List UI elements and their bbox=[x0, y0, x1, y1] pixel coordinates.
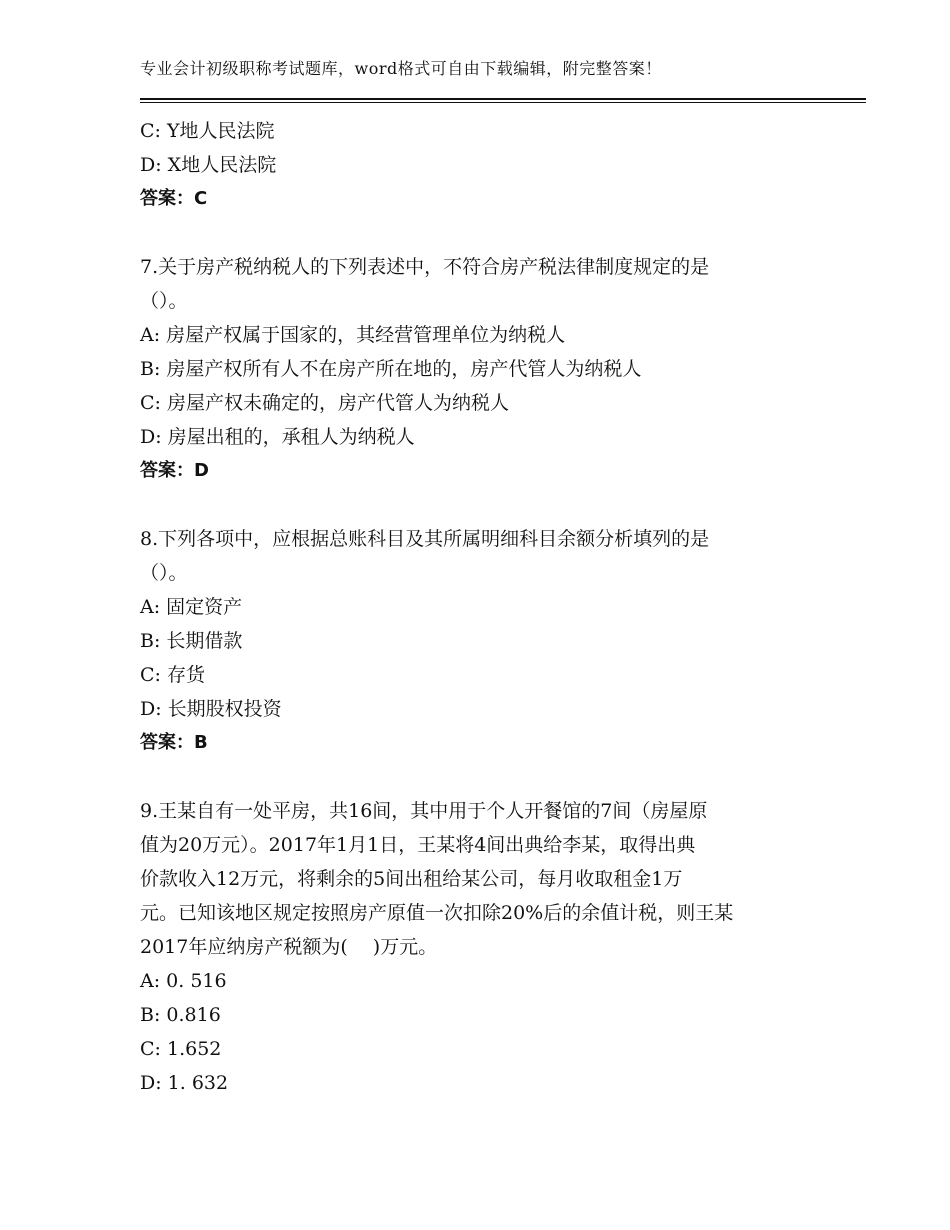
question-7-block bbox=[140, 250, 820, 488]
question-stem-continuation: 价款收入12万元，将剩余的5间出租给某公司，每月收取租金1万 bbox=[140, 868, 683, 890]
option-a: A: 0. 516 bbox=[140, 970, 227, 992]
spacer bbox=[140, 488, 820, 522]
question-stem-continuation: （）。 bbox=[140, 562, 188, 584]
question-9-block bbox=[140, 794, 820, 1100]
option-c: C: 房屋产权未确定的，房产代管人为纳税人 bbox=[140, 392, 509, 414]
option-d: D: 长期股权投资 bbox=[140, 698, 282, 720]
answer-line: 答案：D bbox=[140, 460, 209, 481]
option-d: D: 1. 632 bbox=[140, 1072, 229, 1094]
option-a: A: 房屋产权属于国家的，其经营管理单位为纳税人 bbox=[140, 324, 566, 346]
question-stem: 9.王某自有一处平房，共16间，其中用于个人开餐馆的7间（房屋原 bbox=[140, 800, 708, 822]
header-rule-thin bbox=[140, 102, 866, 103]
option-a: A: 固定资产 bbox=[140, 596, 243, 618]
question-stem-continuation: 元。已知该地区规定按照房产原值一次扣除20%后的余值计税，则王某 bbox=[140, 902, 734, 924]
answer-line: 答案：B bbox=[140, 732, 208, 753]
header-rule-thick bbox=[140, 98, 866, 100]
option-c: C: Y地人民法院 bbox=[140, 120, 275, 142]
option-c: C: 存货 bbox=[140, 664, 205, 686]
question-stem-continuation: 2017年应纳房产税额为( )万元。 bbox=[140, 936, 438, 958]
option-b: B: 长期借款 bbox=[140, 630, 243, 652]
question-8-block bbox=[140, 522, 820, 760]
question-stem: 8.下列各项中，应根据总账科目及其所属明细科目余额分析填列的是 bbox=[140, 528, 710, 550]
question-stem: 7.关于房产税纳税人的下列表述中，不符合房产税法律制度规定的是 bbox=[140, 256, 710, 278]
option-d: D: X地人民法院 bbox=[140, 154, 277, 176]
option-b: B: 房屋产权所有人不在房产所在地的，房产代管人为纳税人 bbox=[140, 358, 642, 380]
question-stem-continuation: （）。 bbox=[140, 290, 188, 312]
question-content bbox=[140, 114, 820, 1100]
spacer bbox=[140, 216, 820, 250]
option-d: D: 房屋出租的，承租人为纳税人 bbox=[140, 426, 415, 448]
option-c: C: 1.652 bbox=[140, 1038, 222, 1060]
answer-line: 答案：C bbox=[140, 188, 208, 209]
option-b: B: 0.816 bbox=[140, 1004, 221, 1026]
page-header: 专业会计初级职称考试题库，word格式可自由下载编辑，附完整答案！ bbox=[140, 59, 662, 78]
question-6-block bbox=[140, 114, 820, 216]
spacer bbox=[140, 760, 820, 794]
question-stem-continuation: 值为20万元）。2017年1月1日，王某将4间出典给李某，取得出典 bbox=[140, 834, 696, 856]
